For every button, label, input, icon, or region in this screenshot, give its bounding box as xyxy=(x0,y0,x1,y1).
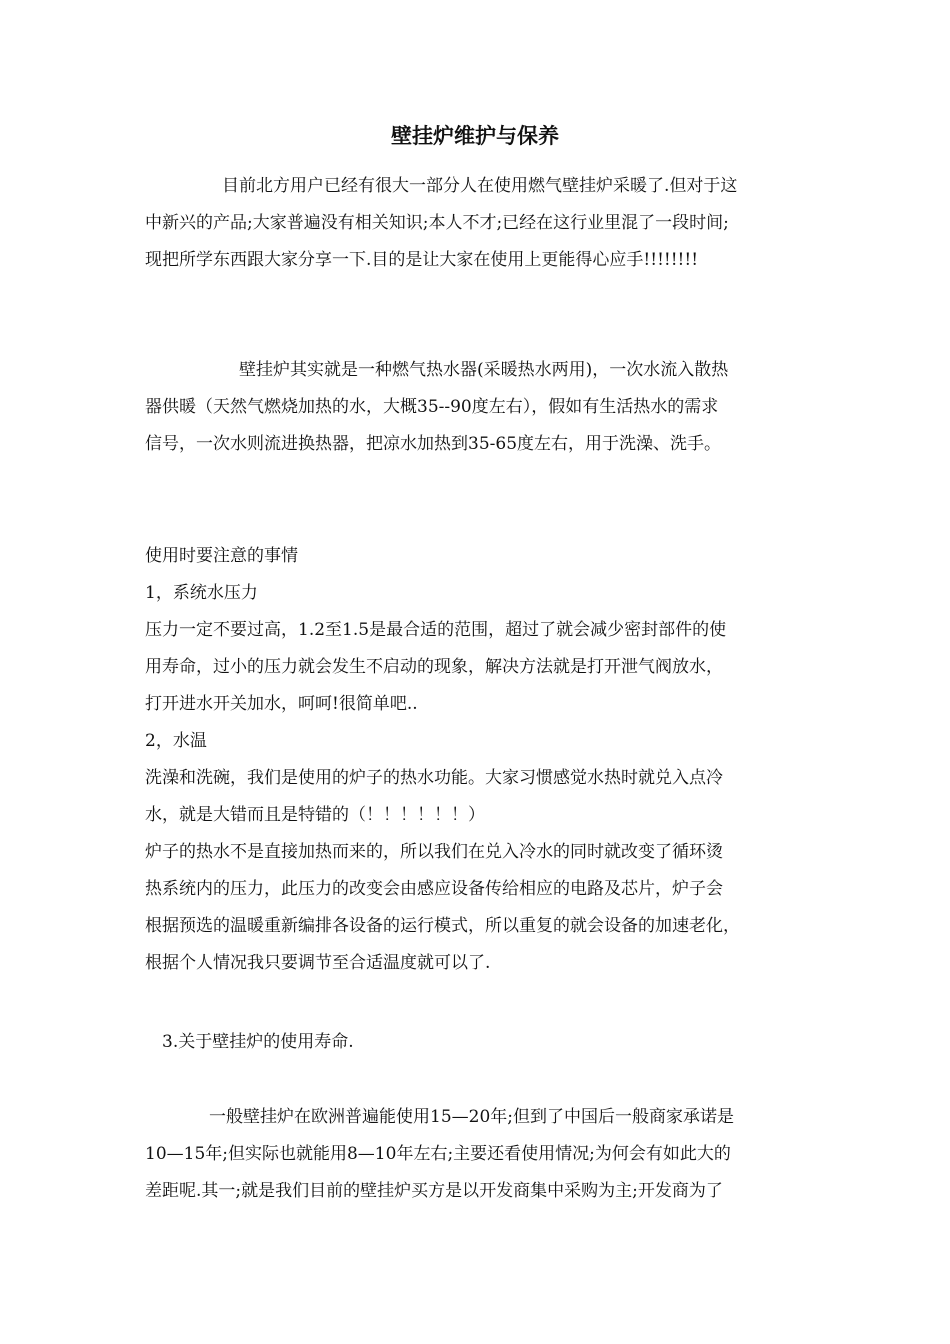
section-3-paragraph xyxy=(145,1099,815,1210)
usage-notes xyxy=(145,538,815,982)
text-line: 10—15年;但实际也就能用8—10年左右;主要还看使用情况;为何会有如此大的 xyxy=(145,1144,731,1164)
text-line: 目前北方用户已经有很大一部分人在使用燃气壁挂炉采暖了.但对于这 xyxy=(222,176,738,196)
subsection-heading: 1，系统水压力 xyxy=(145,583,258,603)
text-line: 根据个人情况我只要调节至合适温度就可以了. xyxy=(145,953,491,973)
text-line: 壁挂炉其实就是一种燃气热水器(采暖热水两用)，一次水流入散热 xyxy=(239,360,729,380)
text-line: 打开进水开关加水，呵呵!很简单吧.. xyxy=(145,694,418,714)
explanation-paragraph xyxy=(145,352,815,463)
intro-paragraph xyxy=(145,168,815,279)
text-line: 一般壁挂炉在欧洲普遍能使用15—20年;但到了中国后一般商家承诺是 xyxy=(209,1107,734,1127)
text-line: 压力一定不要过高，1.2至1.5是最合适的范围，超过了就会减少密封部件的使 xyxy=(145,620,727,640)
section-3-heading-block xyxy=(145,1024,815,1061)
text-line: 水，就是大错而且是特错的（！！！！！！） xyxy=(145,805,485,825)
text-line: 根据预选的温暖重新编排各设备的运行模式，所以重复的就会设备的加速老化， xyxy=(145,916,740,936)
text-line: 用寿命，过小的压力就会发生不启动的现象，解决方法就是打开泄气阀放水， xyxy=(145,657,723,677)
subsection-heading: 2，水温 xyxy=(145,731,207,751)
section-heading: 3.关于壁挂炉的使用寿命. xyxy=(162,1032,354,1052)
text-line: 现把所学东西跟大家分享一下.目的是让大家在使用上更能得心应手!!!!!!!! xyxy=(145,250,699,270)
text-line: 炉子的热水不是直接加热而来的，所以我们在兑入冷水的同时就改变了循环烫 xyxy=(145,842,723,862)
text-line: 器供暖（天然气燃烧加热的水，大概35--90度左右），假如有生活热水的需求 xyxy=(145,397,719,417)
text-line: 洗澡和洗碗，我们是使用的炉子的热水功能。大家习惯感觉水热时就兑入点冷 xyxy=(145,768,723,788)
text-line: 差距呢.其一;就是我们目前的壁挂炉买方是以开发商集中采购为主;开发商为了 xyxy=(145,1181,723,1201)
section-heading: 使用时要注意的事情 xyxy=(145,546,298,566)
document-title: 壁挂炉维护与保养 xyxy=(391,124,559,148)
text-line: 信号，一次水则流进换热器，把凉水加热到35-65度左右，用于洗澡、洗手。 xyxy=(145,434,722,454)
text-line: 中新兴的产品;大家普遍没有相关知识;本人不才;已经在这行业里混了一段时间; xyxy=(145,213,729,233)
text-line: 热系统内的压力，此压力的改变会由感应设备传给相应的电路及芯片，炉子会 xyxy=(145,879,723,899)
